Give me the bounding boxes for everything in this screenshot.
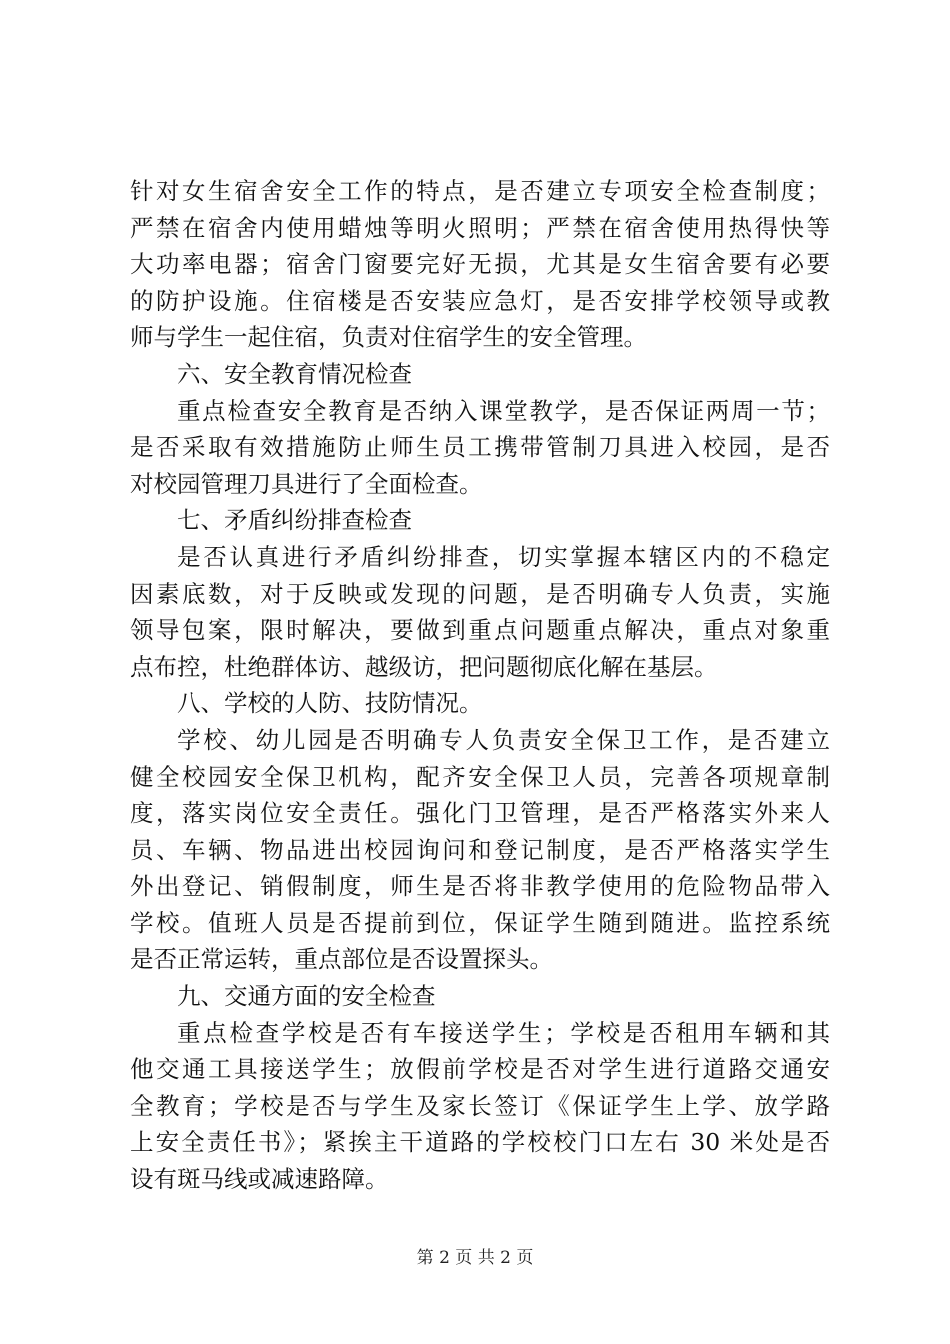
text-line: 他交通工具接送学生；放假前学校是否对学生进行道路交通安 xyxy=(130,1055,830,1084)
text-line: 对校园管理刀具进行了全面检查。 xyxy=(130,469,483,498)
text-line: 外出登记、销假制度，师生是否将非教学使用的危险物品带入 xyxy=(130,872,830,901)
text-line: 学校。值班人员是否提前到位，保证学生随到随进。监控系统 xyxy=(130,908,830,937)
text-line: 重点检查学校是否有车接送学生；学校是否租用车辆和其 xyxy=(177,1018,830,1047)
text-line: 员、车辆、物品进出校园询问和登记制度，是否严格落实学生 xyxy=(130,835,830,864)
text-line: 上安全责任书》；紧挨主干道路的学校校门口左右 30 米处是否 xyxy=(130,1128,830,1157)
text-line: 领导包案，限时解决，要做到重点问题重点解决，重点对象重 xyxy=(130,616,830,645)
section-heading-6: 六、安全教育情况检查 xyxy=(177,359,412,388)
text-line: 针对女生宿舍安全工作的特点，是否建立专项安全检查制度； xyxy=(130,177,830,205)
text-line: 是否认真进行矛盾纠纷排查，切实掌握本辖区内的不稳定 xyxy=(177,542,830,571)
text-line: 因素底数，对于反映或发现的问题，是否明确专人负责，实施 xyxy=(130,579,830,608)
text-line: 是否正常运转，重点部位是否设置探头。 xyxy=(130,945,553,974)
text-line: 是否采取有效措施防止师生员工携带管制刀具进入校园，是否 xyxy=(130,433,830,462)
text-line: 大功率电器；宿舍门窗要完好无损，尤其是女生宿舍要有必要 xyxy=(130,250,830,279)
text-line: 学校、幼儿园是否明确专人负责安全保卫工作，是否建立 xyxy=(177,725,830,754)
text-line: 健全校园安全保卫机构，配齐安全保卫人员，完善各项规章制 xyxy=(130,762,830,791)
text-line: 重点检查安全教育是否纳入课堂教学，是否保证两周一节； xyxy=(177,396,830,425)
page-footer: 第 2 页 共 2 页 xyxy=(416,1248,534,1268)
text-line: 点布控，杜绝群体访、越级访，把问题彻底化解在基层。 xyxy=(130,652,718,681)
section-heading-7: 七、矛盾纠纷排查检查 xyxy=(177,506,412,535)
text-line: 度，落实岗位安全责任。强化门卫管理，是否严格落实外来人 xyxy=(130,799,830,828)
document-body xyxy=(130,173,830,1198)
section-heading-8: 八、学校的人防、技防情况。 xyxy=(177,689,483,718)
text-line: 全教育；学校是否与学生及家长签订《保证学生上学、放学路 xyxy=(130,1091,830,1120)
text-line: 严禁在宿舍内使用蜡烛等明火照明；严禁在宿舍使用热得快等 xyxy=(130,213,830,242)
text-line: 的防护设施。住宿楼是否安装应急灯，是否安排学校领导或教 xyxy=(130,286,830,315)
text-line: 设有斑马线或减速路障。 xyxy=(130,1165,389,1194)
section-heading-9: 九、交通方面的安全检查 xyxy=(177,982,436,1011)
text-line: 师与学生一起住宿，负责对住宿学生的安全管理。 xyxy=(130,323,647,352)
